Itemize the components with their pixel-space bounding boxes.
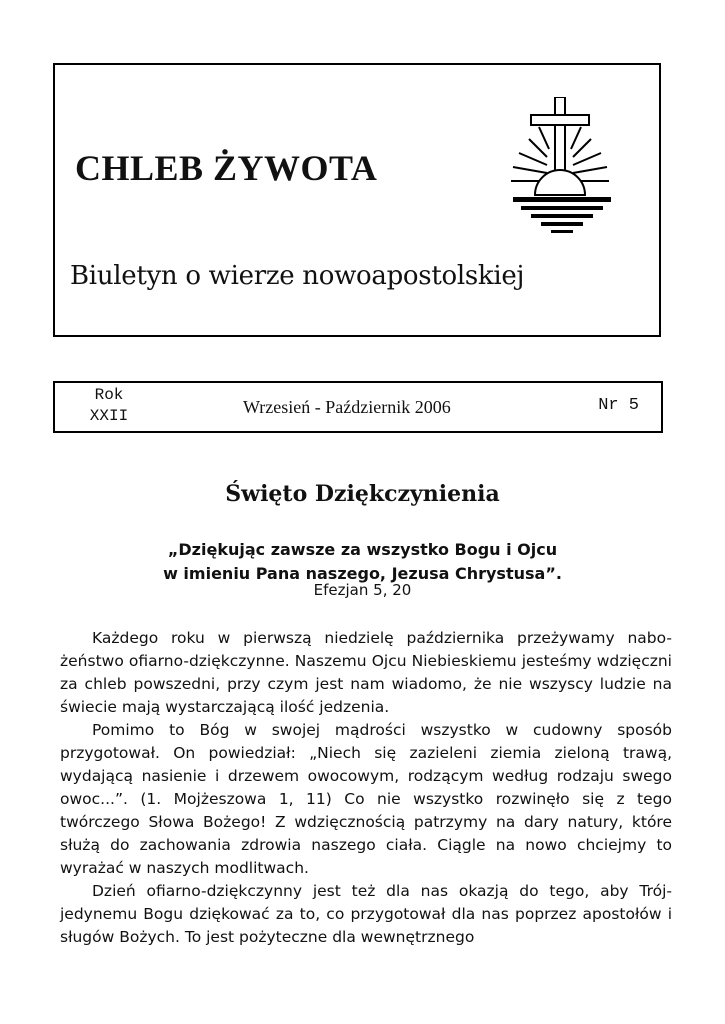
paragraph: Dzień ofiarno-dziękczynny jest też dla nas okazją do tego, aby Trój-jedynemu Bogu dziękować za to, co przygotował dla nas poprzez apostołów i sługów Bożych. To jest pożyteczne dla wewnętrznego — [60, 882, 672, 946]
year-value: XXII — [89, 407, 129, 425]
issue-date: Wrzesień - Październik 2006 — [243, 397, 451, 417]
article-heading: Święto Dziękczynienia — [225, 481, 500, 507]
article-body — [60, 627, 672, 949]
newsletter-title: CHLEB ŻYWOTA — [75, 148, 378, 188]
masthead-box — [53, 63, 661, 337]
quote-line: w imieniu Pana naszego, Jezusa Chrystusa”. — [163, 564, 562, 583]
paragraph: Pomimo to Bóg w swojej mądrości wszystko w cudowny sposób przygotował. On powiedział: „Niech się zazieleni ziemia zieloną trawą, wydającą nasienie i drzewem owocowym, rodzącym według rodzaju swego owoc...”. (1. Mojżeszowa 1, 11) Co nie wszystko rozwinęło się z tego twórczego Słowa Bożego! Z wdzięcznością patrzymy na dary natury, które służą do zachowania zdrowia naszego ciała. Ciągle na nowo chciejmy to wyrażać w naszych modlitwach. — [60, 721, 672, 877]
issue-info-bar — [53, 381, 663, 433]
issue-year — [85, 385, 133, 427]
quote-line: „Dziękując zawsze za wszystko Bogu i Ojcu — [167, 540, 558, 559]
bible-quote — [0, 538, 725, 586]
cross-sun-water-icon — [507, 97, 617, 242]
year-label: Rok — [94, 386, 124, 404]
paragraph: Każdego roku w pierwszą niedzielę października przeżywamy nabo-żeństwo ofiarno-dziękczynne. Naszemu Ojcu Niebieskiemu jesteśmy wdzięczni za chleb powszedni, przy czym jest nam wiadomo, że nie wszyscy ludzie na świecie mają wystarczającą ilość jedzenia. — [60, 629, 672, 716]
issue-number: Nr 5 — [598, 396, 639, 415]
newsletter-subtitle: Biuletyn o wierze nowoapostolskiej — [70, 261, 525, 291]
quote-reference: Efezjan 5, 20 — [313, 581, 412, 599]
